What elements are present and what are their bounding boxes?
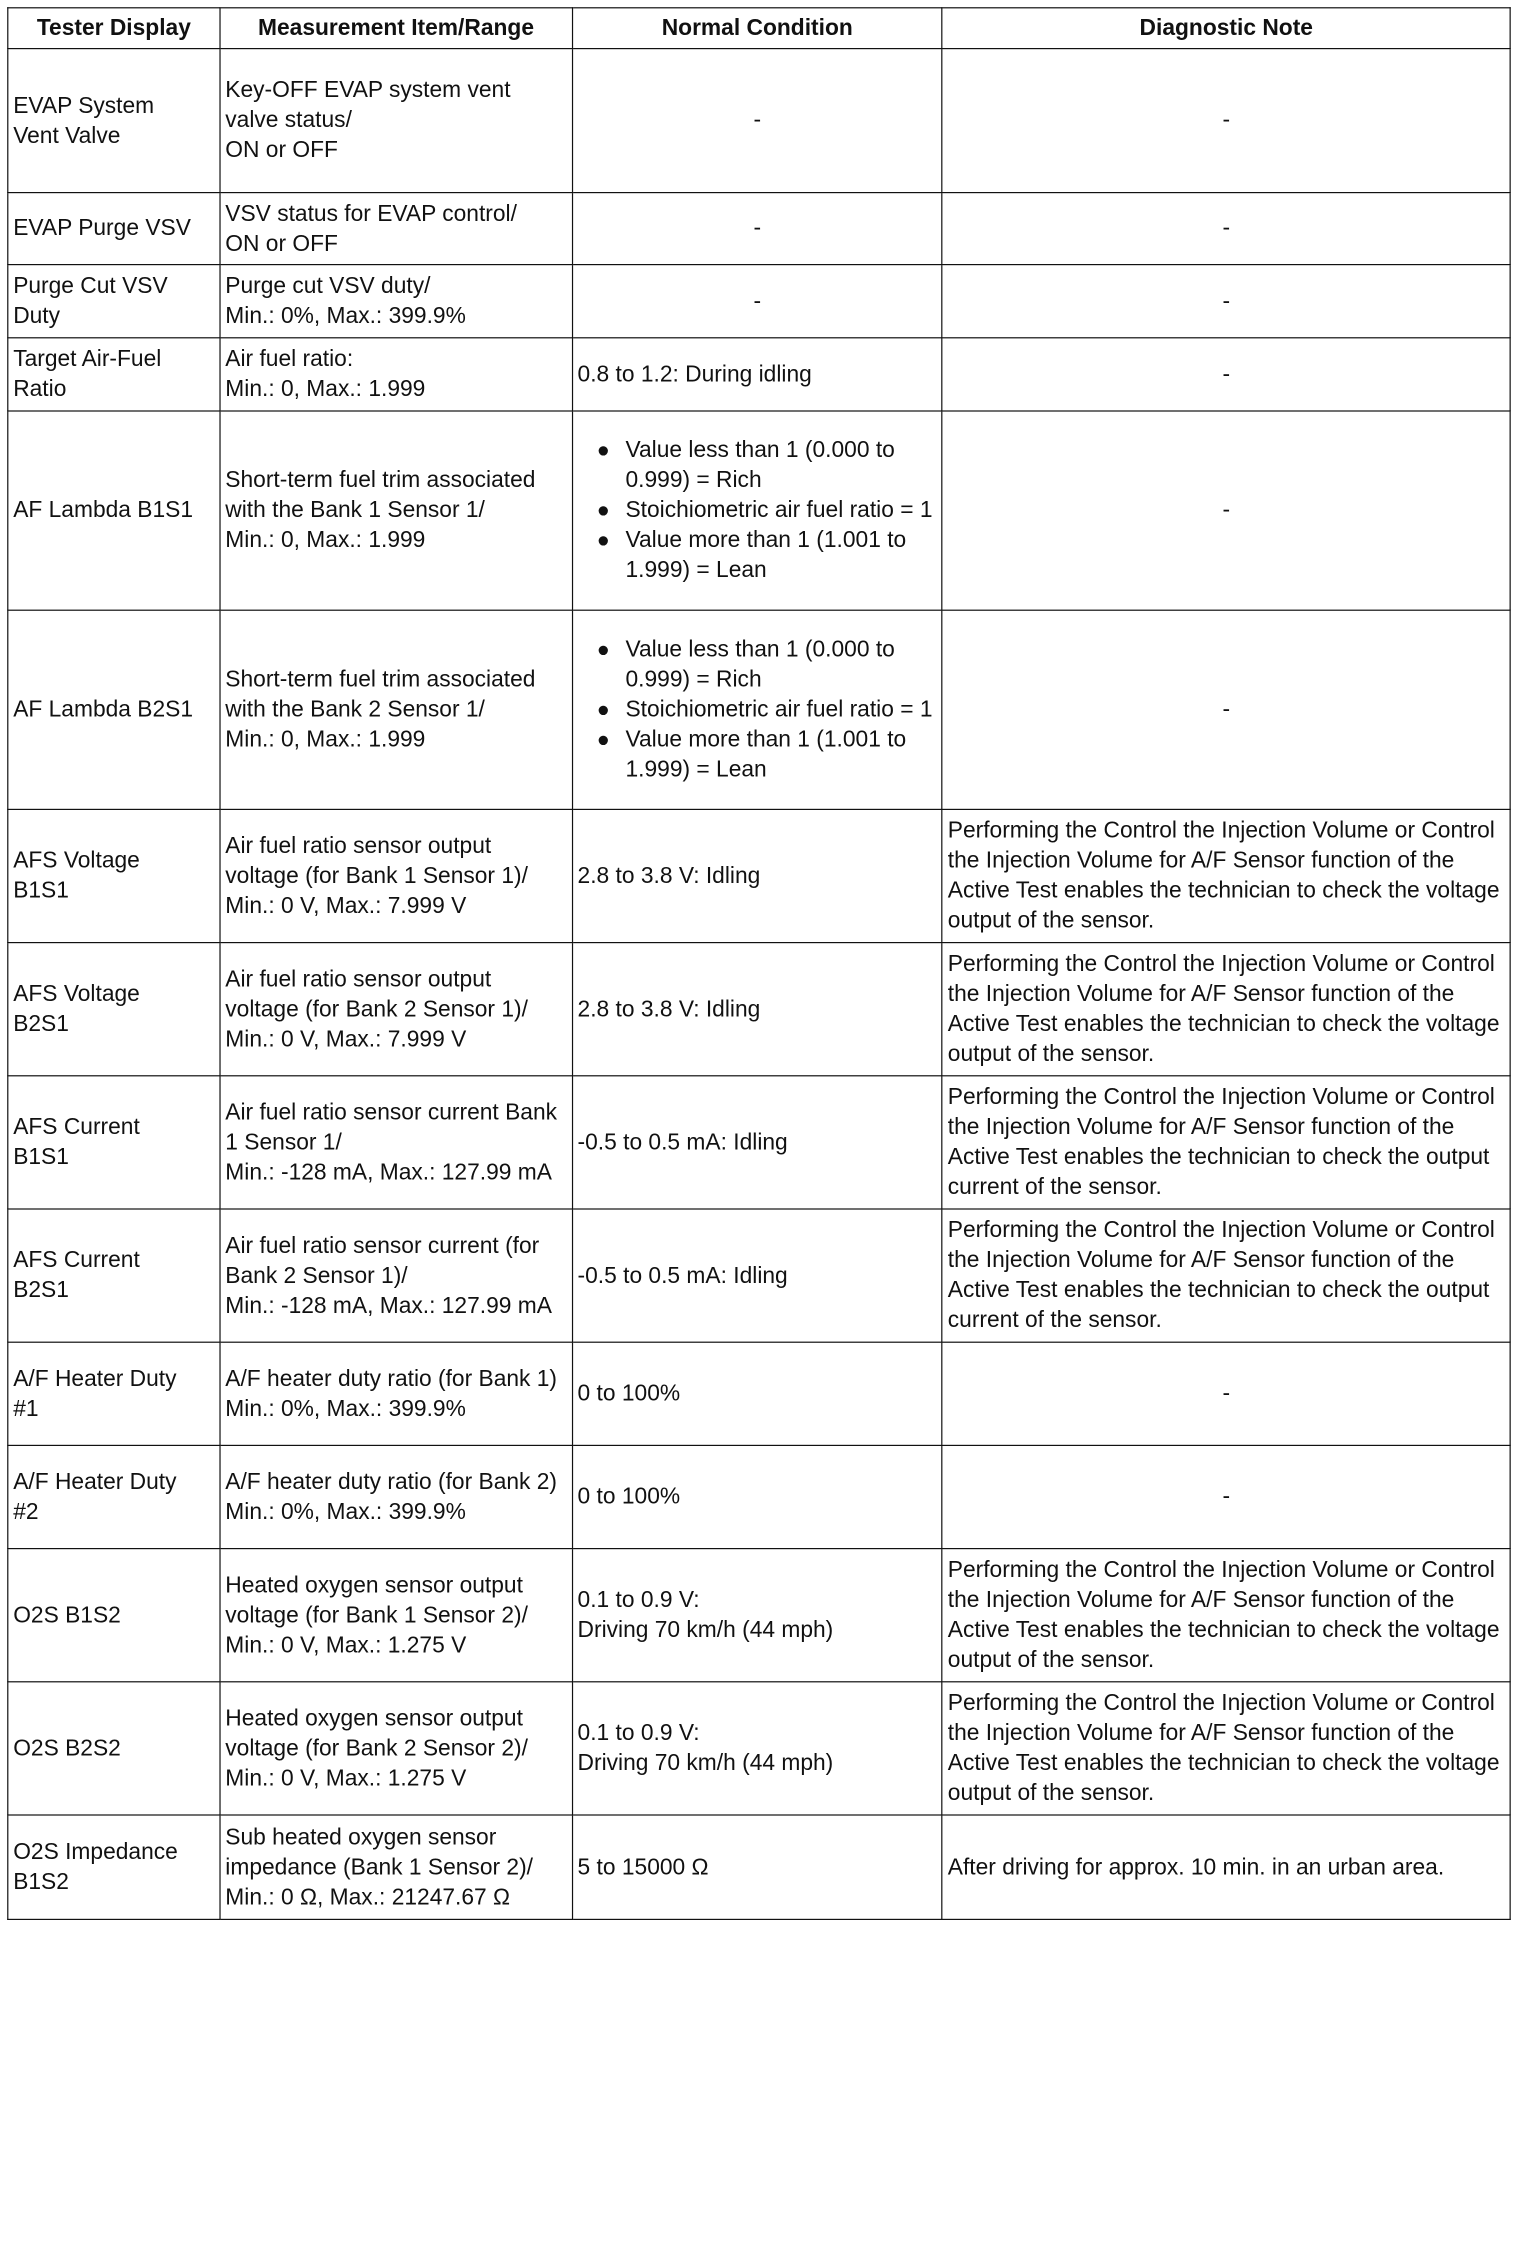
normal-condition-cell: 0 to 100% [572, 1445, 942, 1548]
measurement-range-cell: Heated oxygen sensor output voltage (for Bank 2 Sensor 2)/ Min.: 0 V, Max.: 1.275 V [220, 1682, 572, 1815]
table-row [8, 1445, 1510, 1548]
normal-condition-cell: - [572, 49, 942, 193]
normal-condition-cell: 0 to 100% [572, 1342, 942, 1445]
header-measurement-item: Measurement Item/Range [220, 8, 572, 49]
bullet-icon: ● [596, 637, 610, 662]
tester-display-cell: O2S B2S2 [8, 1682, 220, 1815]
list-item [578, 635, 937, 695]
diagnostic-note-cell: After driving for approx. 10 min. in an urban area. [942, 1815, 1510, 1919]
diagnostic-note-cell: - [942, 49, 1510, 193]
tester-display-cell: O2S Impedance B1S2 [8, 1815, 220, 1919]
diagnostic-note-cell: - [942, 265, 1510, 338]
normal-condition-cell: 2.8 to 3.8 V: Idling [572, 809, 942, 942]
measurement-range-cell: Key-OFF EVAP system vent valve status/ ON or OFF [220, 49, 572, 193]
table-row [8, 1682, 1510, 1815]
normal-condition-cell: -0.5 to 0.5 mA: Idling [572, 1076, 942, 1209]
table-row [8, 411, 1510, 610]
measurement-range-cell: Short-term fuel trim associated with the Bank 2 Sensor 1/ Min.: 0, Max.: 1.999 [220, 610, 572, 809]
table-row [8, 1342, 1510, 1445]
header-diagnostic-note: Diagnostic Note [942, 8, 1510, 49]
normal-condition-cell: 2.8 to 3.8 V: Idling [572, 943, 942, 1076]
list-item [578, 496, 937, 526]
tester-display-cell: A/F Heater Duty #1 [8, 1342, 220, 1445]
list-item-text: Stoichiometric air fuel ratio = 1 [625, 697, 933, 723]
diagnostic-note-cell: Performing the Control the Injection Volume or Control the Injection Volume for A/F Sensor function of the Active Test enables the technician to check the output current of the sensor. [942, 1076, 1510, 1209]
measurement-range-cell: Air fuel ratio sensor current (for Bank 2 Sensor 1)/ Min.: -128 mA, Max.: 127.99 mA [220, 1209, 572, 1342]
diagnostic-note-cell: - [942, 193, 1510, 265]
measurement-range-cell: Air fuel ratio: Min.: 0, Max.: 1.999 [220, 338, 572, 411]
normal-condition-cell: - [572, 265, 942, 338]
list-item [578, 725, 937, 785]
table-row [8, 1209, 1510, 1342]
condition-list [578, 436, 937, 586]
data-list-table [7, 7, 1511, 1920]
table-row [8, 1549, 1510, 1682]
measurement-range-cell: A/F heater duty ratio (for Bank 1) Min.: 0%, Max.: 399.9% [220, 1342, 572, 1445]
list-item-text: Stoichiometric air fuel ratio = 1 [625, 498, 933, 524]
diagnostic-note-cell: Performing the Control the Injection Volume or Control the Injection Volume for A/F Sensor function of the Active Test enables the technician to check the voltage output of the sensor. [942, 943, 1510, 1076]
normal-condition-cell: 0.1 to 0.9 V: Driving 70 km/h (44 mph) [572, 1682, 942, 1815]
tester-display-cell: AFS Current B1S1 [8, 1076, 220, 1209]
normal-condition-cell: - [572, 193, 942, 265]
measurement-range-cell: A/F heater duty ratio (for Bank 2) Min.: 0%, Max.: 399.9% [220, 1445, 572, 1548]
tester-display-cell: O2S B1S2 [8, 1549, 220, 1682]
table-row [8, 943, 1510, 1076]
tester-display-cell: AFS Current B2S1 [8, 1209, 220, 1342]
table-row [8, 193, 1510, 265]
normal-condition-cell: -0.5 to 0.5 mA: Idling [572, 1209, 942, 1342]
measurement-range-cell: Heated oxygen sensor output voltage (for Bank 1 Sensor 2)/ Min.: 0 V, Max.: 1.275 V [220, 1549, 572, 1682]
tester-display-cell: Target Air-Fuel Ratio [8, 338, 220, 411]
diagnostic-note-cell: - [942, 411, 1510, 610]
tester-display-cell: AF Lambda B2S1 [8, 610, 220, 809]
table-row [8, 338, 1510, 411]
diagnostic-note-cell: Performing the Control the Injection Volume or Control the Injection Volume for A/F Sensor function of the Active Test enables the technician to check the voltage output of the sensor. [942, 1682, 1510, 1815]
list-item [578, 695, 937, 725]
diagnostic-note-cell: Performing the Control the Injection Volume or Control the Injection Volume for A/F Sensor function of the Active Test enables the technician to check the voltage output of the sensor. [942, 809, 1510, 942]
tester-display-cell: AFS Voltage B1S1 [8, 809, 220, 942]
table-row [8, 265, 1510, 338]
measurement-range-cell: Air fuel ratio sensor output voltage (for Bank 1 Sensor 1)/ Min.: 0 V, Max.: 7.999 V [220, 809, 572, 942]
table-row [8, 1815, 1510, 1919]
list-item-text: Value less than 1 (0.000 to 0.999) = Rich [625, 438, 895, 494]
tester-display-cell: EVAP System Vent Valve [8, 49, 220, 193]
diagnostic-note-cell: - [942, 1342, 1510, 1445]
tester-display-cell: A/F Heater Duty #2 [8, 1445, 220, 1548]
diagnostic-note-cell: - [942, 610, 1510, 809]
measurement-range-cell: Short-term fuel trim associated with the Bank 1 Sensor 1/ Min.: 0, Max.: 1.999 [220, 411, 572, 610]
header-tester-display: Tester Display [8, 8, 220, 49]
measurement-range-cell: VSV status for EVAP control/ ON or OFF [220, 193, 572, 265]
bullet-icon: ● [596, 528, 610, 552]
measurement-range-cell: Purge cut VSV duty/ Min.: 0%, Max.: 399.9% [220, 265, 572, 338]
bullet-icon: ● [596, 438, 610, 463]
diagnostic-note-cell: - [942, 338, 1510, 411]
table-row [8, 1076, 1510, 1209]
normal-condition-cell: 5 to 15000 Ω [572, 1815, 942, 1919]
list-item-text: Value more than 1 (1.001 to 1.999) = Lean [625, 528, 907, 584]
diagnostic-note-cell: - [942, 1445, 1510, 1548]
header-row [8, 8, 1510, 49]
normal-condition-cell: 0.1 to 0.9 V: Driving 70 km/h (44 mph) [572, 1549, 942, 1682]
diagnostic-note-cell: Performing the Control the Injection Volume or Control the Injection Volume for A/F Sensor function of the Active Test enables the technician to check the output current of the sensor. [942, 1209, 1510, 1342]
list-item-text: Value less than 1 (0.000 to 0.999) = Rich [625, 637, 895, 693]
table-row [8, 610, 1510, 809]
tester-display-cell: AFS Voltage B2S1 [8, 943, 220, 1076]
header-normal-condition: Normal Condition [572, 8, 942, 49]
tester-display-cell: EVAP Purge VSV [8, 193, 220, 265]
normal-condition-cell [572, 610, 942, 809]
normal-condition-cell [572, 411, 942, 610]
bullet-icon: ● [596, 498, 610, 522]
measurement-range-cell: Air fuel ratio sensor output voltage (for Bank 2 Sensor 1)/ Min.: 0 V, Max.: 7.999 V [220, 943, 572, 1076]
list-item-text: Value more than 1 (1.001 to 1.999) = Lean [625, 727, 907, 783]
bullet-icon: ● [596, 727, 610, 752]
normal-condition-cell: 0.8 to 1.2: During idling [572, 338, 942, 411]
tester-display-cell: AF Lambda B1S1 [8, 411, 220, 610]
measurement-range-cell: Air fuel ratio sensor current Bank 1 Sensor 1/ Min.: -128 mA, Max.: 127.99 mA [220, 1076, 572, 1209]
measurement-range-cell: Sub heated oxygen sensor impedance (Bank 1 Sensor 2)/ Min.: 0 Ω, Max.: 21247.67 Ω [220, 1815, 572, 1919]
list-item [578, 436, 937, 496]
condition-list [578, 635, 937, 785]
list-item [578, 526, 937, 586]
diagnostic-note-cell: Performing the Control the Injection Volume or Control the Injection Volume for A/F Sensor function of the Active Test enables the technician to check the voltage output of the sensor. [942, 1549, 1510, 1682]
table-row [8, 809, 1510, 942]
table-row [8, 49, 1510, 193]
tester-display-cell: Purge Cut VSV Duty [8, 265, 220, 338]
bullet-icon: ● [596, 697, 610, 722]
